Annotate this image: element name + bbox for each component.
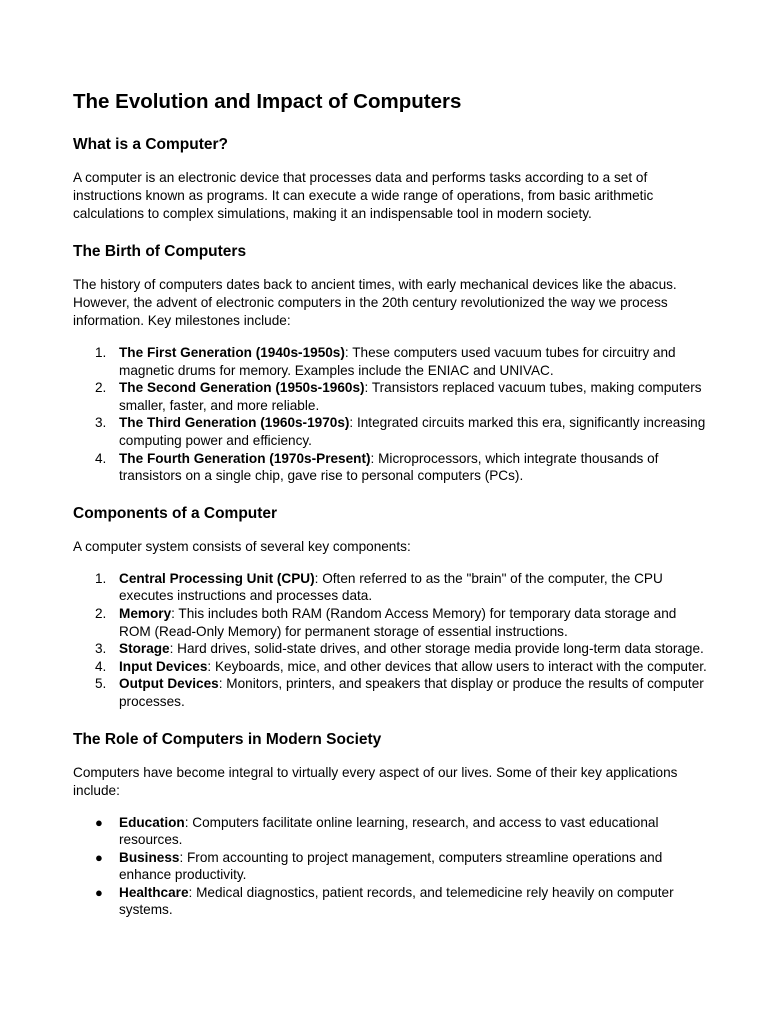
- list-item-text: : This includes both RAM (Random Access Memory) for temporary data storage and ROM (Read-Only Memory) for permanent storage of essential instructions.: [119, 605, 677, 639]
- section-heading-role: The Role of Computers in Modern Society: [73, 730, 382, 748]
- bullet-icon: ●: [95, 849, 103, 865]
- list-item-text: : Often referred to as the "brain" of the computer, the CPU executes instructions and processes data.: [119, 570, 663, 604]
- list-item-term: Memory: [119, 605, 172, 621]
- list-item: [73, 414, 708, 449]
- list-item-term: The First Generation (1940s-1950s): [119, 345, 345, 360]
- list-item: [73, 450, 708, 485]
- list-item-text: : Microprocessors, which integrate thousands of transistors on a single chip, gave rise to personal computers (PCs).: [119, 450, 659, 484]
- list-number: 3.: [95, 415, 107, 431]
- list-item-term: Storage: [119, 641, 170, 657]
- applications-list: [73, 814, 708, 920]
- bullet-icon: ●: [95, 814, 103, 830]
- list-number: 5.: [95, 676, 107, 692]
- list-item-text: : Hard drives, solid-state drives, and other storage media provide long-term data storage.: [169, 641, 704, 657]
- list-item-term: Output Devices: [119, 676, 219, 692]
- list-number: 3.: [95, 641, 107, 657]
- list-item-text: : Integrated circuits marked this era, significantly increasing computing power and efficiency.: [119, 415, 706, 448]
- list-item: [73, 570, 708, 605]
- list-item: [73, 379, 708, 414]
- section-heading-what-is: What is a Computer?: [73, 136, 229, 153]
- list-item: [73, 658, 708, 676]
- document-title: The Evolution and Impact of Computers: [73, 90, 462, 113]
- list-item: [73, 814, 708, 849]
- list-item: [73, 884, 708, 919]
- list-number: 1.: [95, 345, 107, 360]
- section-heading-components: Components of a Computer: [73, 504, 278, 522]
- section-paragraph-what-is: A computer is an electronic device that processes data and performs tasks according to a set of instructions known as programs. It can execute a wide range of operations, from basic arithmetic calculations to complex simulations, making it an indispensable tool in modern society.: [73, 170, 654, 221]
- components-list: [73, 570, 708, 711]
- list-item: [73, 675, 708, 710]
- list-number: 4.: [95, 658, 107, 674]
- list-item: [73, 640, 708, 658]
- list-number: 4.: [95, 450, 107, 466]
- list-item-text: : Keyboards, mice, and other devices that allow users to interact with the computer.: [207, 658, 707, 674]
- list-number: 2.: [95, 380, 107, 396]
- list-item-text: : These computers used vacuum tubes for circuitry and magnetic drums for memory. Examples include the ENIAC and UNIVAC.: [119, 345, 676, 378]
- list-item: [73, 344, 708, 379]
- section-paragraph-birth: The history of computers dates back to ancient times, with early mechanical devices like the abacus. However, the advent of electronic computers in the 20th century revolutionized the way we process information. Key milestones include:: [73, 277, 677, 328]
- section-paragraph-components: A computer system consists of several key components:: [73, 538, 411, 554]
- list-item-term: Education: [119, 814, 185, 830]
- list-item-term: Healthcare: [119, 884, 189, 900]
- list-item-text: : Transistors replaced vacuum tubes, making computers smaller, faster, and more reliable.: [119, 380, 702, 413]
- generations-list: [73, 344, 708, 485]
- list-item-text: : Monitors, printers, and speakers that display or produce the results of computer processes.: [119, 676, 704, 709]
- list-item-text: : Computers facilitate online learning, research, and access to vast educational resources.: [119, 814, 659, 848]
- list-item-term: The Third Generation (1960s-1970s): [119, 415, 350, 431]
- section-paragraph-role: Computers have become integral to virtually every aspect of our lives. Some of their key applications include:: [73, 764, 678, 798]
- list-item-term: Input Devices: [119, 658, 208, 674]
- bullet-icon: ●: [95, 884, 103, 900]
- list-item: [73, 849, 708, 884]
- list-item-term: The Fourth Generation (1970s-Present): [119, 450, 371, 466]
- list-item-text: : From accounting to project management, computers streamline operations and enhance productivity.: [119, 849, 663, 883]
- list-item-term: Central Processing Unit (CPU): [119, 570, 315, 586]
- list-item: [73, 605, 708, 640]
- list-item-term: The Second Generation (1950s-1960s): [119, 380, 365, 396]
- list-item-text: : Medical diagnostics, patient records, and telemedicine rely heavily on computer systems.: [119, 884, 674, 918]
- list-number: 2.: [95, 605, 107, 621]
- list-item-term: Business: [119, 849, 180, 865]
- section-heading-birth: The Birth of Computers: [73, 243, 247, 260]
- list-number: 1.: [95, 570, 107, 586]
